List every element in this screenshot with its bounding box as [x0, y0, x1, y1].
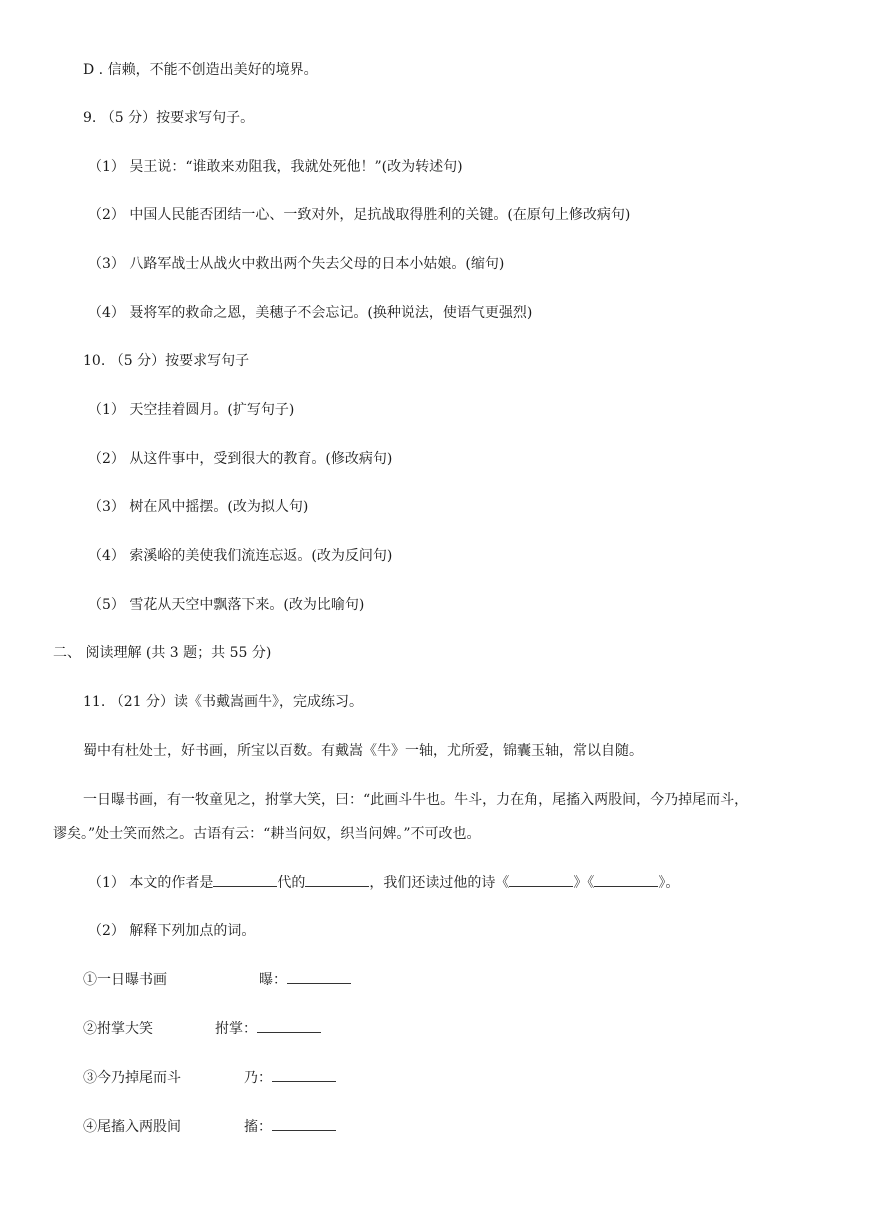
q11-sub1-text-5: 》。: [658, 875, 680, 891]
answer-blank[interactable]: [272, 1116, 336, 1131]
word-phrase: ④尾搐入两股间: [83, 1119, 181, 1135]
q10-item-4: （4） 索溪峪的美使我们流连忘返。(改为反问句): [88, 548, 393, 564]
answer-blank[interactable]: [257, 1018, 321, 1033]
q9-title: 9. （5 分）按要求写句子。: [83, 110, 255, 126]
q9-item-4: （4） 聂将军的救命之恩，美穗子不会忘记。(换种说法，使语气更强烈): [88, 305, 533, 321]
word-item-2: [83, 1018, 321, 1039]
passage-paragraph-2-line-2: 谬矣。”处士笑而然之。古语有云：“耕当问奴，织当问婢。”不可改也。: [53, 826, 481, 842]
poem-blank-1[interactable]: [509, 872, 573, 887]
passage-paragraph-2-line-1: 一日曝书画，有一牧童见之，拊掌大笑，曰：“此画斗牛也。牛斗，力在角，尾搐入两股间，今乃掉尾而斗，: [83, 792, 749, 808]
word-item-1: [83, 969, 351, 990]
answer-blank[interactable]: [272, 1067, 336, 1082]
word-label: 乃：: [244, 1070, 272, 1086]
word-phrase: ②拊掌大笑: [83, 1021, 153, 1037]
word-phrase: ①一日曝书画: [83, 972, 167, 988]
poem-blank-2[interactable]: [594, 872, 658, 887]
q11-sub1-text-1: （1） 本文的作者是: [88, 875, 214, 891]
author-blank[interactable]: [213, 872, 277, 887]
answer-blank[interactable]: [287, 969, 351, 984]
passage-paragraph-1: 蜀中有杜处士，好书画，所宝以百数。有戴嵩《牛》一轴，尤所爱，锦囊玉轴，常以自随。: [83, 743, 643, 759]
q9-item-2: （2） 中国人民能否团结一心、一致对外，足抗战取得胜利的关键。(在原句上修改病句): [88, 207, 631, 223]
q10-item-5: （5） 雪花从天空中飘落下来。(改为比喻句): [88, 597, 365, 613]
section-heading: 二、 阅读理解 (共 3 题；共 55 分): [53, 645, 272, 661]
q9-item-1: （1） 吴王说：“谁敢来劝阻我，我就处死他！”(改为转述句): [88, 159, 463, 175]
q11-sub1-text-2: 代的: [277, 875, 306, 891]
word-label: 拊掌：: [215, 1021, 257, 1037]
q10-item-2: （2） 从这件事中，受到很大的教育。(修改病句): [88, 451, 393, 467]
word-label: 搐：: [244, 1119, 272, 1135]
word-item-3: [83, 1067, 336, 1088]
q11-sub1: [88, 872, 679, 893]
q10-title: 10. （5 分）按要求写句子: [83, 353, 250, 369]
q8-option-d: D . 信赖，不能不创造出美好的境界。: [83, 62, 318, 78]
q11-title: 11. （21 分）读《书戴嵩画牛》，完成练习。: [83, 694, 363, 710]
q9-item-3: （3） 八路军战士从战火中救出两个失去父母的日本小姑娘。(缩句): [88, 256, 505, 272]
q11-sub1-text-3: ，我们还读过他的诗《: [369, 875, 510, 891]
dynasty-blank[interactable]: [305, 872, 369, 887]
q11-sub1-text-4: 》《: [573, 875, 595, 891]
word-label: 曝：: [259, 972, 287, 988]
word-phrase: ③今乃掉尾而斗: [83, 1070, 181, 1086]
q10-item-3: （3） 树在风中摇摆。(改为拟人句): [88, 499, 309, 515]
word-item-4: [83, 1116, 336, 1137]
q10-item-1: （1） 天空挂着圆月。(扩写句子): [88, 402, 295, 418]
q11-sub2-title: （2） 解释下列加点的词。: [88, 923, 256, 939]
